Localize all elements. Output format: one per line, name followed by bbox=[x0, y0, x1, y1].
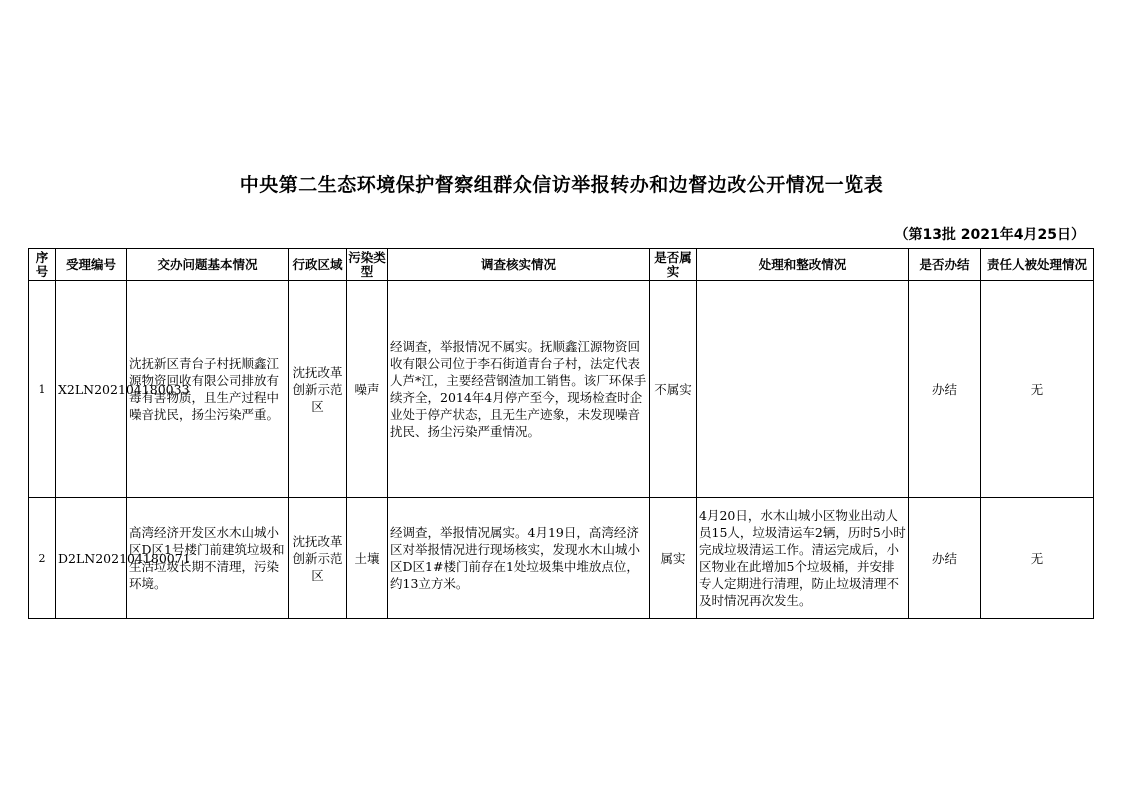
cell-type: 土壤 bbox=[347, 498, 388, 619]
table-header-row bbox=[29, 249, 1094, 281]
cell-handling: 4月20日，水木山城小区物业出动人员15人，垃圾清运车2辆，历时5小时完成垃圾清运工作。清运完成后，小区物业在此增加5个垃圾桶，并安排专人定期进行清理，防止垃圾清理不及时情况再次发生。 bbox=[697, 498, 909, 619]
cell-issue: 沈抚新区青台子村抚顺鑫江源物资回收有限公司排放有毒有害物质，且生产过程中噪音扰民，扬尘污染严重。 bbox=[127, 281, 289, 498]
header-seq: 序号 bbox=[29, 249, 56, 281]
cell-id: X2LN202104180033 bbox=[56, 281, 127, 498]
cell-investigation: 经调查，举报情况不属实。抚顺鑫江源物资回收有限公司位于李石街道青台子村，法定代表人芦*江，主要经营钢渣加工销售。该厂环保手续齐全，2014年4月停产至今，现场检查时企业处于停产状态，且无生产迹象，未发现噪音扰民、扬尘污染严重情况。 bbox=[388, 281, 650, 498]
header-type: 污染类型 bbox=[348, 249, 386, 279]
batch-note: （第13批 2021年4月25日） bbox=[894, 227, 1085, 243]
header-verified: 是否属实 bbox=[650, 249, 697, 281]
cell-verified: 属实 bbox=[650, 498, 697, 619]
table-row bbox=[29, 498, 1094, 619]
header-id: 受理编号 bbox=[56, 249, 127, 281]
cell-accountability: 无 bbox=[981, 498, 1094, 619]
cell-seq: 2 bbox=[29, 498, 56, 619]
cell-verified: 不属实 bbox=[650, 281, 697, 498]
cell-type: 噪声 bbox=[347, 281, 388, 498]
cell-investigation: 经调查，举报情况属实。4月19日，高湾经济区对举报情况进行现场核实，发现水木山城小区D区1#楼门前存在1处垃圾集中堆放点位，约13立方米。 bbox=[388, 498, 650, 619]
header-accountability: 责任人被处理情况 bbox=[981, 249, 1094, 281]
cell-id: D2LN202104180071 bbox=[56, 498, 127, 619]
cell-seq: 1 bbox=[29, 281, 56, 498]
header-region: 行政区域 bbox=[289, 249, 347, 281]
cell-accountability: 无 bbox=[981, 281, 1094, 498]
cell-region: 沈抚改革创新示范区 bbox=[289, 498, 347, 619]
cell-issue: 高湾经济开发区水木山城小区D区1号楼门前建筑垃圾和生活垃圾长期不清理，污染环境。 bbox=[127, 498, 289, 619]
header-closed: 是否办结 bbox=[909, 249, 981, 281]
cell-handling bbox=[697, 281, 909, 498]
table-row bbox=[29, 281, 1094, 498]
header-investigation: 调查核实情况 bbox=[388, 249, 650, 281]
cell-closed: 办结 bbox=[909, 498, 981, 619]
cell-closed: 办结 bbox=[909, 281, 981, 498]
cell-region: 沈抚改革创新示范区 bbox=[289, 281, 347, 498]
report-table bbox=[28, 248, 1094, 619]
header-handling: 处理和整改情况 bbox=[697, 249, 909, 281]
header-issue: 交办问题基本情况 bbox=[127, 249, 289, 281]
page-title: 中央第二生态环境保护督察组群众信访举报转办和边督边改公开情况一览表 bbox=[239, 174, 884, 196]
